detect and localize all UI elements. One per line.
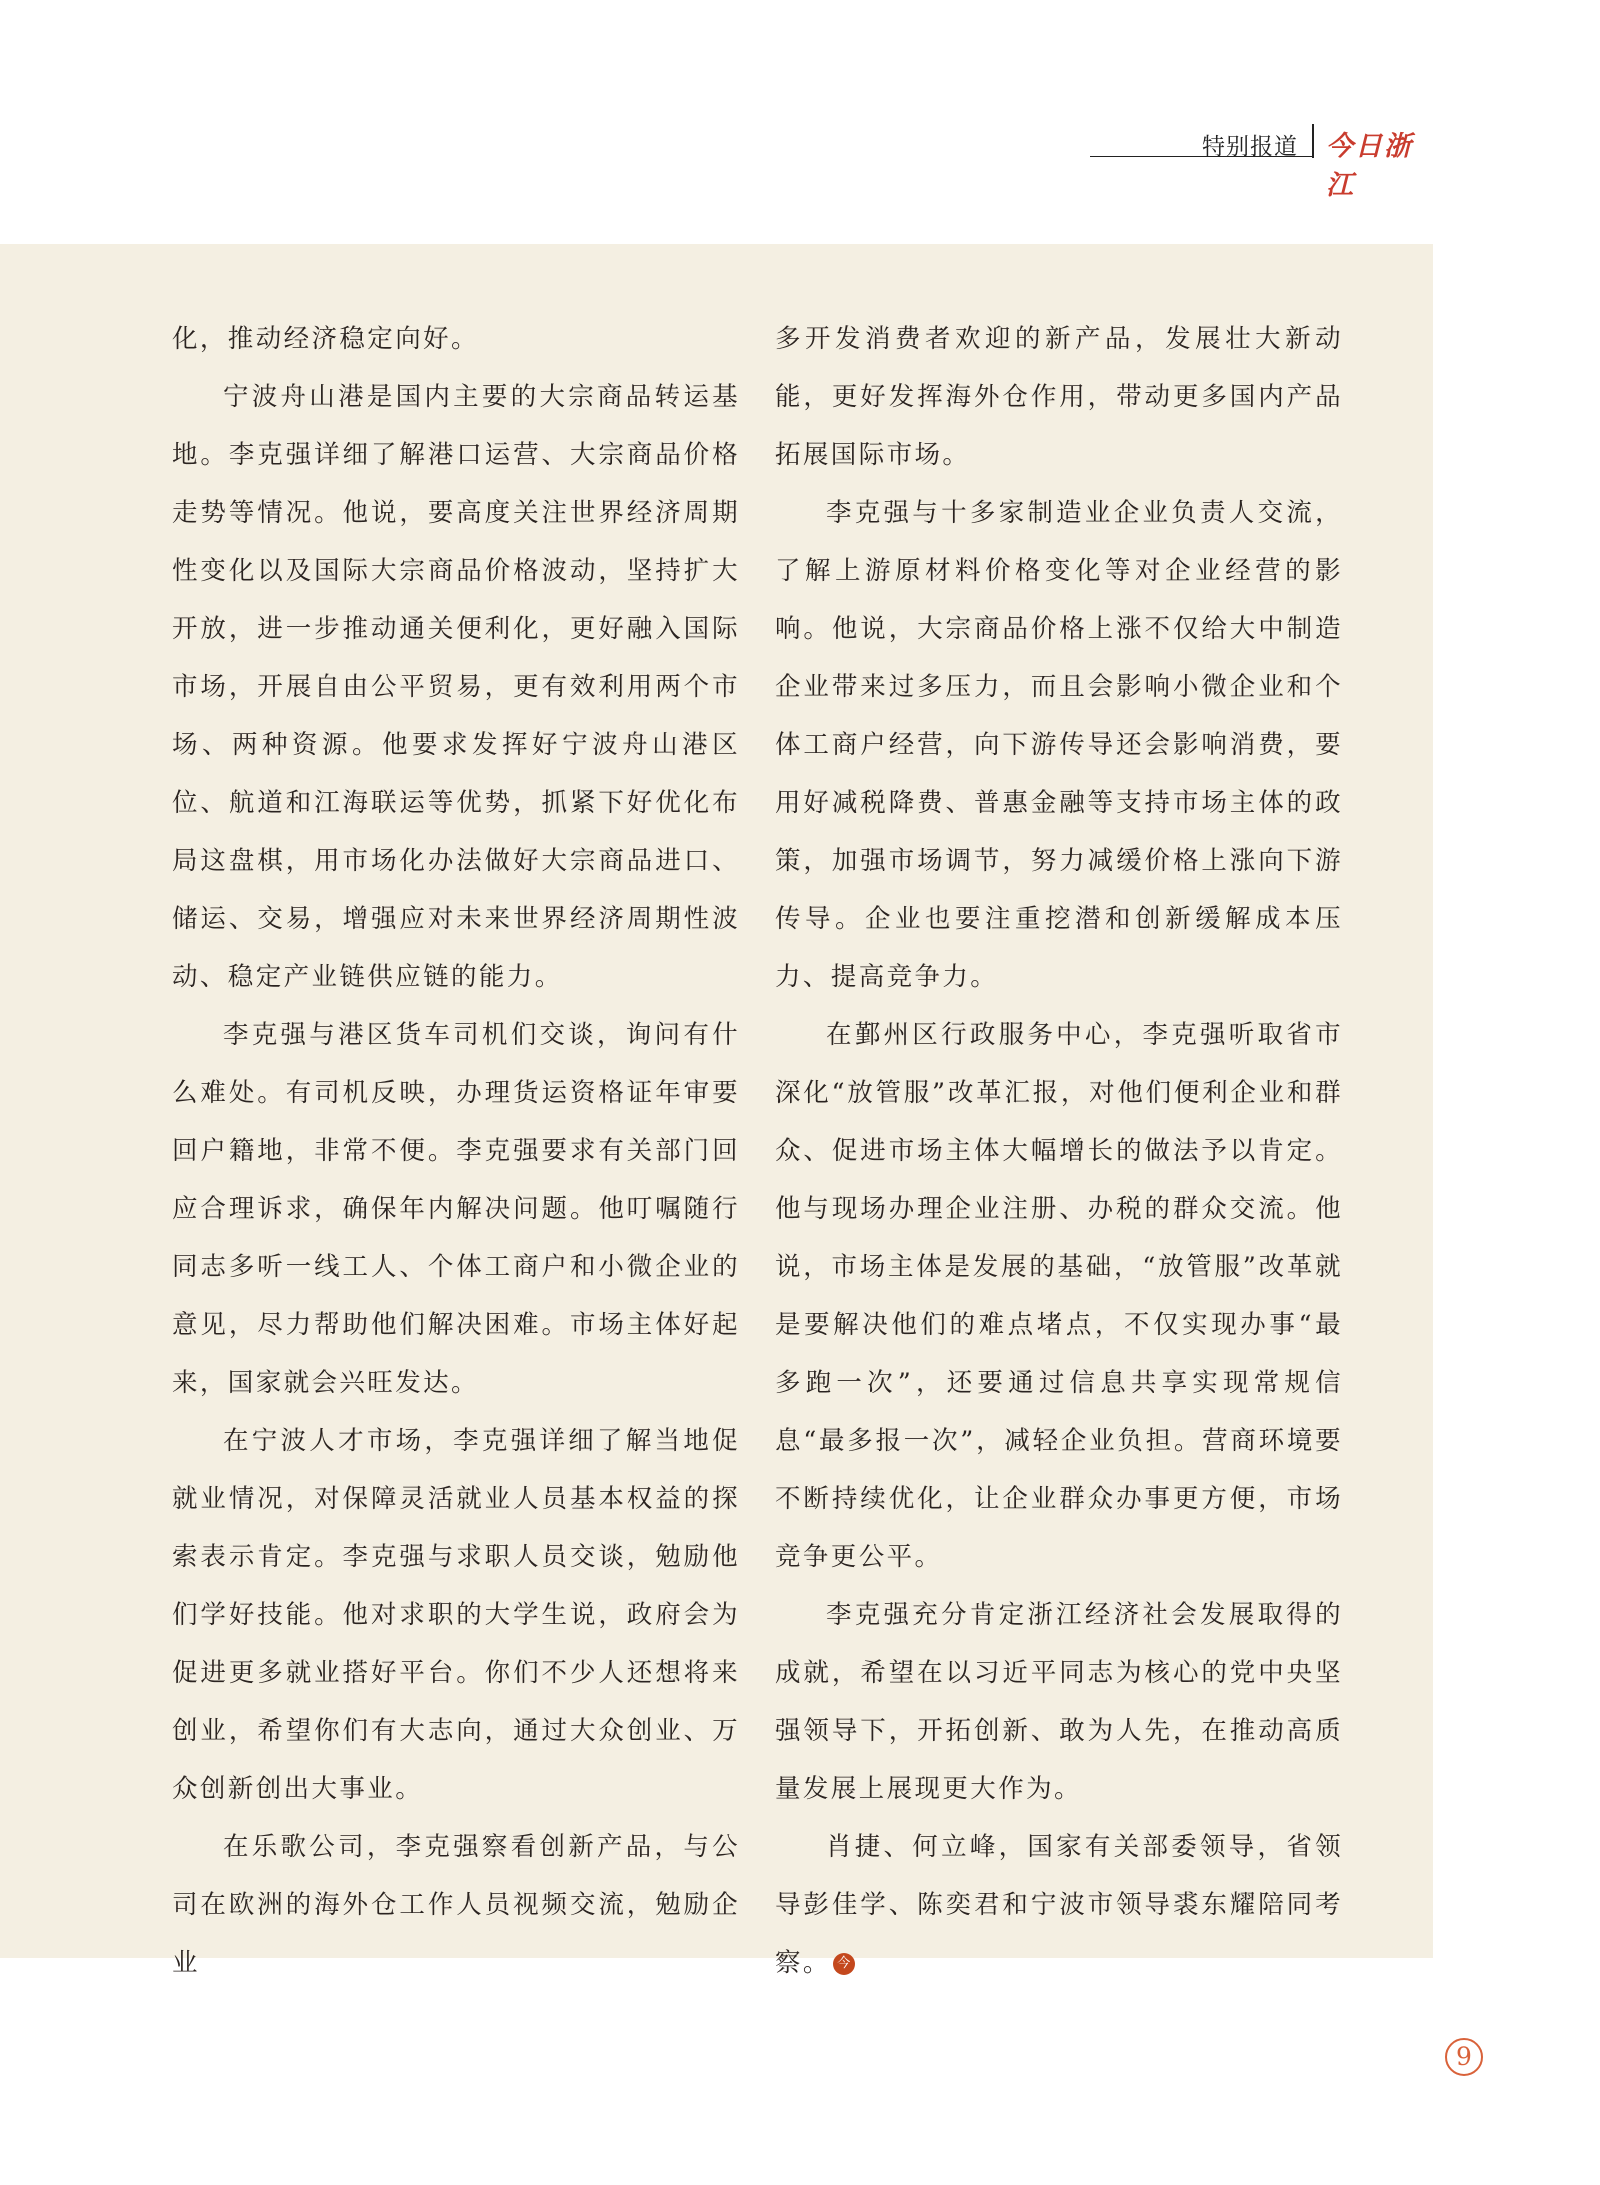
article-column-left — [172, 310, 740, 1992]
paragraph: 在宁波人才市场，李克强详细了解当地促就业情况，对保障灵活就业人员基本权益的探索表示肯定。李克强与求职人员交谈，勉励他们学好技能。他对求职的大学生说，政府会为促进更多就业搭好平台。你们不少人还想将来创业，希望你们有大志向，通过大众创业、万众创新创出大事业。 — [172, 1426, 740, 1804]
paragraph: 在乐歌公司，李克强察看创新产品，与公司在欧洲的海外仓工作人员视频交流，勉励企业 — [172, 1832, 740, 1978]
header-divider — [1312, 124, 1314, 158]
page-header — [1090, 124, 1435, 201]
paragraph: 李克强充分肯定浙江经济社会发展取得的成就，希望在以习近平同志为核心的党中央坚强领导下，开拓创新、敢为人先，在推动高质量发展上展现更大作为。 — [775, 1600, 1343, 1804]
article-column-right — [775, 310, 1343, 1992]
paragraph: 李克强与十多家制造业企业负责人交流，了解上游原材料价格变化等对企业经营的影响。他说，大宗商品价格上涨不仅给大中制造企业带来过多压力，而且会影响小微企业和个体工商户经营，向下游传导还会影响消费，要用好减税降费、普惠金融等支持市场主体的政策，加强市场调节，努力减缓价格上涨向下游传导。企业也要注重挖潜和创新缓解成本压力、提高竞争力。 — [775, 498, 1343, 992]
page-number: 9 — [1445, 2038, 1483, 2076]
paragraph-final-text: 肖捷、何立峰，国家有关部委领导，省领导彭佳学、陈奕君和宁波市领导裘东耀陪同考察。 — [775, 1832, 1343, 1978]
paragraph: 李克强与港区货车司机们交谈，询问有什么难处。有司机反映，办理货运资格证年审要回户籍地，非常不便。李克强要求有关部门回应合理诉求，确保年内解决问题。他叮嘱随行同志多听一线工人、个体工商户和小微企业的意见，尽力帮助他们解决困难。市场主体好起来，国家就会兴旺发达。 — [172, 1020, 740, 1398]
paragraph-final — [775, 1818, 1343, 1992]
section-label: 特别报道 — [1202, 134, 1298, 160]
paragraph: 在鄞州区行政服务中心，李克强听取省市深化“放管服”改革汇报，对他们便利企业和群众、促进市场主体大幅增长的做法予以肯定。他与现场办理企业注册、办税的群众交流。他说，市场主体是发展的基础，“放管服”改革就是要解决他们的难点堵点，不仅实现办事“最多跑一次”，还要通过信息共享实现常规信息“最多报一次”，减轻企业负担。营商环境要不断持续优化，让企业群众办事更方便，市场竞争更公平。 — [775, 1020, 1343, 1572]
paragraph: 多开发消费者欢迎的新产品，发展壮大新动能，更好发挥海外仓作用，带动更多国内产品拓展国际市场。 — [775, 324, 1343, 470]
magazine-logo: 今日浙江 — [1326, 131, 1413, 201]
end-mark-icon: 今 — [833, 1953, 855, 1975]
paragraph: 宁波舟山港是国内主要的大宗商品转运基地。李克强详细了解港口运营、大宗商品价格走势等情况。他说，要高度关注世界经济周期性变化以及国际大宗商品价格波动，坚持扩大开放，进一步推动通关便利化，更好融入国际市场，开展自由公平贸易，更有效利用两个市场、两种资源。他要求发挥好宁波舟山港区位、航道和江海联运等优势，抓紧下好优化布局这盘棋，用市场化办法做好大宗商品进口、储运、交易，增强应对未来世界经济周期性波动、稳定产业链供应链的能力。 — [172, 382, 740, 992]
paragraph: 化，推动经济稳定向好。 — [172, 324, 479, 354]
